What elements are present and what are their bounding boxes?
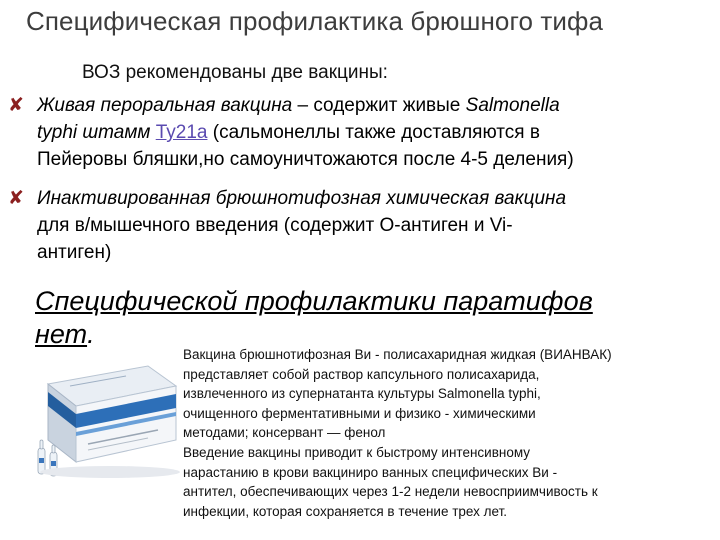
- cross-mark-icon: ✘: [8, 188, 24, 209]
- vaccine-package-image: [30, 362, 180, 482]
- bullet-live-oral-vaccine: [8, 92, 708, 173]
- vaccine-name-live: Живая пероральная вакцина: [37, 95, 293, 116]
- description-line: очищенного ферментативными и физико - химическими: [183, 405, 536, 421]
- description-line: антител, обеспечивающих через 1-2 недели невосприимчивость к: [183, 484, 598, 500]
- vaccine-name-inactivated: Инактивированная брюшнотифозная химическая вакцина: [37, 188, 567, 209]
- no-paratyphoid-word: нет: [35, 319, 88, 349]
- bullet1-dash: – содержит живые: [292, 95, 466, 116]
- bullet1-line2-rest: (сальмонеллы также доставляются в: [207, 122, 540, 143]
- description-line: Введение вакцины приводит к быстрому интенсивному: [183, 444, 531, 460]
- no-paratyphoid-line1: Специфической профилактики паратифов: [35, 286, 593, 316]
- cross-mark-icon: ✘: [8, 95, 24, 116]
- slide-title: Специфическая профилактика брюшного тифа: [26, 6, 604, 36]
- description-line: методами; консервант — фенол: [183, 425, 386, 441]
- bullet2-line3: антиген): [37, 242, 112, 263]
- description-line: извлеченного из супернатанта культуры Salmonella typhi,: [183, 386, 541, 402]
- intro-text: ВОЗ рекомендованы две вакцины:: [82, 62, 388, 83]
- bullet1-line3: Пейеровы бляшки,но самоуничтожаются после 4-5 деления): [37, 149, 574, 170]
- description-line: инфекции, которая сохраняется в течение трех лет.: [183, 503, 507, 519]
- strain-prefix: typhi штамм: [37, 122, 156, 143]
- species-name: Salmonella: [465, 95, 560, 116]
- description-line: Вакцина брюшнотифозная Ви - полисахаридная жидкая (ВИАНВАК): [183, 347, 612, 362]
- no-paratyphoid-period: .: [87, 319, 95, 349]
- description-line: нарастанию в крови вакциниро ванных специфических Ви -: [183, 464, 558, 480]
- description-line: представляет собой раствор капсульного полисахарида,: [183, 366, 540, 382]
- bullet-inactivated-vaccine: [8, 185, 708, 266]
- bullet2-line2: для в/мышечного введения (содержит О-антиген и Vi-: [37, 215, 513, 236]
- no-paratyphoid-line2: [35, 318, 95, 350]
- vaccine-description: [183, 345, 715, 521]
- strain-link[interactable]: Ty21a: [155, 122, 208, 143]
